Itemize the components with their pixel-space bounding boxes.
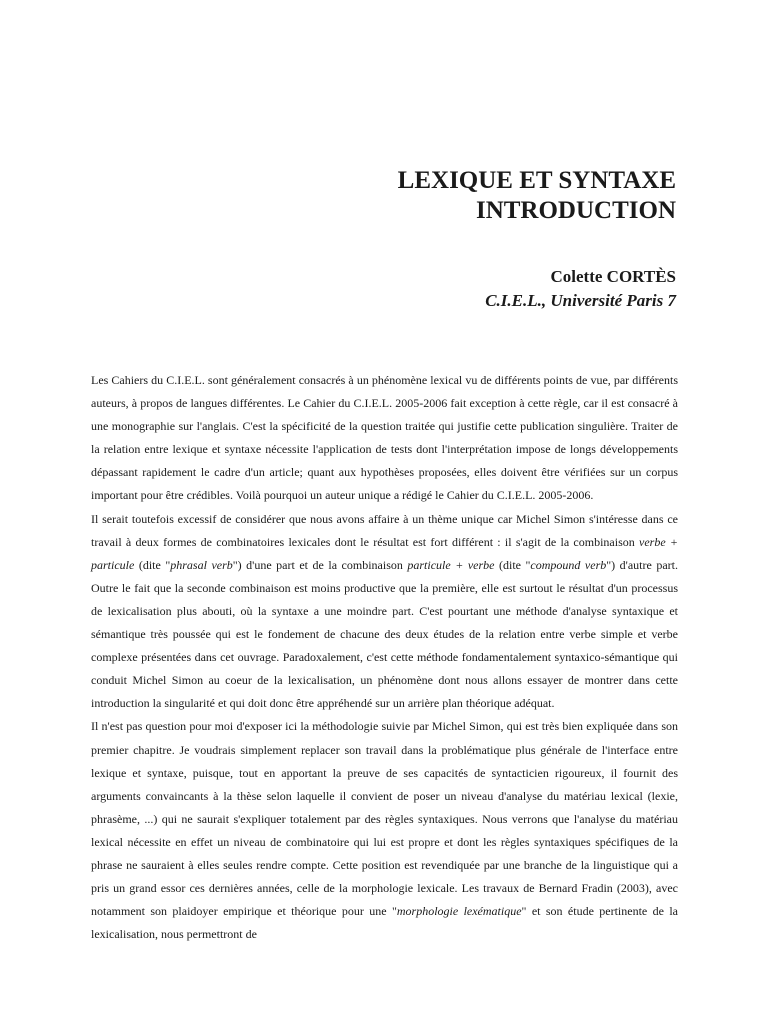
italic-term: morphologie lexématique (396, 904, 522, 919)
text-run: ") d'une part et de la combinaison (232, 557, 408, 572)
text-run: (dite " (494, 557, 531, 572)
title-line-2: INTRODUCTION (475, 197, 676, 224)
text-run: Il n'est pas question pour moi d'exposer ici la méthodologie suivie par Michel Simon, qui est très bien expliquée dans son premier chapitre. Je voudrais simplement replacer son travail dans la problématique plus générale de l'interface entre lexique et syntaxe, puisque, tout en apportant la preuve de ses capacités de syntacticien rigoureux, il fournit des arguments convaincants à la thèse selon laquelle il convient de poser un niveau d'analyse du matériau lexical (lexie, phrasème, ...) qui ne saurait s'expliquer totalement par des règles syntaxiques. Nous verrons que l'analyse du matériau lexical nécessite en effet un niveau de combinatoire qui lui est propre et dont les règles syntaxiques spécifiques de la phrase ne sauraient à elles seules rendre compte. Cette position est revendiquée par une branche de la linguistique qui a pris un grand essor ces dernières années, celle de la morphologie lexicale. Les travaux de Bernard Fradin (2003), avec notamment son plaidoyer empirique et théorique pour une " (91, 719, 678, 919)
italic-term: phrasal verb (170, 557, 233, 572)
paragraph-3 (91, 715, 678, 946)
italic-term: verbe + particule (91, 534, 679, 572)
author-name: Colette CORTÈS (550, 267, 676, 286)
title-block (398, 166, 676, 226)
text-run: (dite " (134, 557, 171, 572)
author-affiliation: C.I.E.L., Université Paris 7 (485, 291, 676, 310)
text-run: " et son étude pertinente de la lexicalisation, nous permettront de (91, 904, 678, 942)
paragraph-2 (91, 508, 678, 716)
italic-term: compound verb (530, 557, 607, 572)
italic-term: particule + verbe (407, 557, 495, 572)
author-block (485, 265, 676, 313)
text-run: Il serait toutefois excessif de considérer que nous avons affaire à un thème unique car Michel Simon s'intéresse dans ce travail à deux formes de combinatoires lexicales dont le résultat est fort différent : il s'agit de la combinaison (91, 511, 678, 549)
body-text (91, 369, 678, 946)
text-run: ") d'autre part. Outre le fait que la seconde combinaison est moins productive que la première, elle est surtout le résultat d'un processus de lexicalisation plus abouti, où la syntaxe a une moindre part. C'est pourtant une méthode d'analyse syntaxique et sémantique très poussée qui est le fondement de chacune des deux études de la relation entre verbe simple et verbe complexe présentées dans cet ouvrage. Paradoxalement, c'est cette méthode fondamentalement syntaxico-sémantique qui conduit Michel Simon au coeur de la lexicalisation, un phénomène dont nous allons essayer de montrer dans cette introduction la singularité et qui doit donc être appréhendé sur un arrière plan théorique adéquat. (91, 557, 678, 711)
paragraph-1: Les Cahiers du C.I.E.L. sont généralement consacrés à un phénomène lexical vu de différents points de vue, par différents auteurs, à propos de langues différentes. Le Cahier du C.I.E.L. 2005-2006 fait exception à cette règle, car il est consacré à une monographie sur l'anglais. C'est la spécificité de la question traitée qui justifie cette publication singulière. Traiter de la relation entre lexique et syntaxe nécessite l'application de tests dont l'interprétation impose de longs développements dépassant rapidement le cadre d'un article; quant aux hypothèses proposées, elles doivent être vérifiées sur un corpus important pour être crédibles. Voilà pourquoi un auteur unique a rédigé le Cahier du C.I.E.L. 2005-2006. (91, 373, 678, 503)
title-line-1: LEXIQUE ET SYNTAXE (397, 167, 676, 194)
